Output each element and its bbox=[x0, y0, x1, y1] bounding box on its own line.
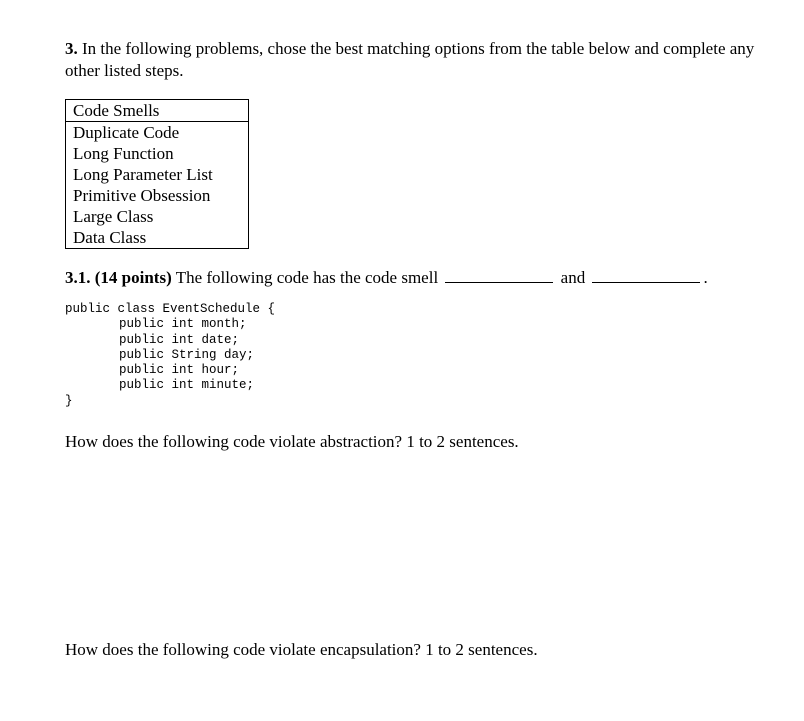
question-text: In the following problems, chose the best matching options from the table below and complete any other listed steps. bbox=[65, 39, 755, 80]
question-3-1 bbox=[65, 267, 785, 289]
answer-blank-1[interactable] bbox=[445, 267, 553, 283]
code-line-close: } bbox=[65, 393, 73, 408]
code-line-open: public class EventSchedule { bbox=[65, 302, 276, 316]
code-line-field: public String day; bbox=[119, 347, 255, 362]
code-line-field: public int date; bbox=[119, 332, 240, 347]
code-line-field: public int hour; bbox=[119, 363, 240, 378]
encapsulation-prompt: How does the following code violate encapsulation? 1 to 2 sentences. bbox=[65, 640, 538, 659]
code-line-field: public int month; bbox=[119, 317, 247, 332]
answer-blank-2[interactable] bbox=[592, 267, 700, 283]
table-row: Duplicate Code bbox=[73, 123, 180, 142]
code-smells-table bbox=[65, 99, 249, 249]
table-row: Primitive Obsession bbox=[73, 186, 211, 205]
question-3-intro bbox=[65, 38, 775, 82]
question-number: 3. bbox=[65, 39, 78, 58]
subquestion-label: 3.1. (14 points) bbox=[65, 268, 172, 287]
subquestion-and: and bbox=[560, 268, 586, 287]
table-row: Large Class bbox=[73, 207, 154, 226]
abstraction-prompt: How does the following code violate abstraction? 1 to 2 sentences. bbox=[65, 432, 519, 451]
code-line-field: public int minute; bbox=[119, 378, 255, 393]
code-block bbox=[65, 302, 275, 409]
table-header: Code Smells bbox=[66, 100, 249, 122]
table-row: Data Class bbox=[73, 228, 147, 247]
table-row: Long Parameter List bbox=[73, 165, 213, 184]
subquestion-end: . bbox=[703, 268, 708, 287]
subquestion-text: The following code has the code smell bbox=[175, 268, 439, 287]
table-row: Long Function bbox=[73, 144, 174, 163]
